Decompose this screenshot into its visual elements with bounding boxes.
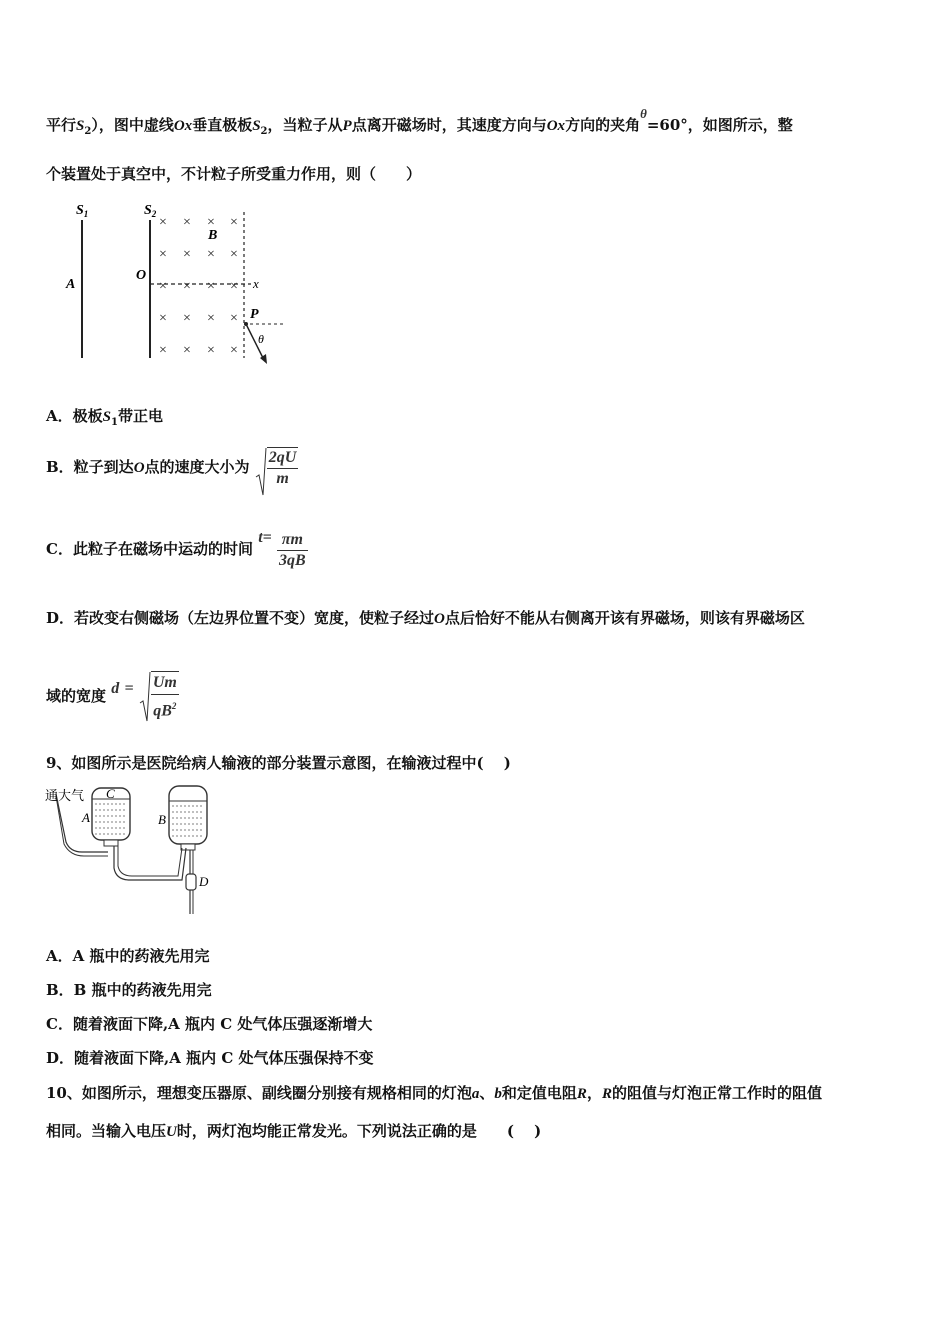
q10-stem-line2: 相同。当输入电压U时，两灯泡均能正常发光。下列说法正确的是 ( ) [46,1122,542,1140]
q8-stem-line2: 个装置处于真空中，不计粒子所受重力作用，则（ ） [46,165,422,183]
cross-mark: × [183,311,191,326]
cross-mark: × [207,311,215,326]
d-sqrt-formula: $\frac{Um}{qB^2}$ [139,671,179,722]
q10-stem-line1: 10、如图所示，理想变压器原、副线圈分别接有规格相同的灯泡a、b和定值电阻R，R的阻值与灯泡正常工作时的阻值 [46,1084,822,1102]
q8-stem-line1: 平行$S_2$），图中虚线Ox垂直极板$S_2$，当粒子从P点离开磁场时，其速度方向与Ox方向的夹角θ=60°，如图所示，整 [46,106,793,137]
cross-mark: × [230,215,238,230]
q8-option-d-line1: D．若改变右侧磁场（左边界位置不变）宽度，使粒子经过O点后恰好不能从右侧离开该有界磁场，则该有界磁场区 [46,609,805,627]
cross-mark: × [159,215,167,230]
cross-mark: × [207,247,215,262]
point-p [244,322,248,326]
q8-option-c: C．此粒子在磁场中运动的时间 t= $\frac{\pi m}{3qB}$ [46,529,306,569]
q9-option-b: B．B 瓶中的药液先用完 [46,981,212,999]
drip-chamber-d [186,874,196,890]
cross-mark: × [183,343,191,358]
label-s1: $S_1$ [76,203,89,219]
label-a: A [82,810,90,825]
label-a: A [66,277,76,292]
cross-mark: × [159,247,167,262]
label-d: D [199,874,209,889]
q9-option-a: A．A 瓶中的药液先用完 [46,947,210,965]
cross-mark: × [207,215,215,230]
cross-mark: × [183,279,191,294]
cross-mark: × [159,279,167,294]
cross-mark: × [230,279,238,294]
q8-field-diagram [46,198,296,368]
q9-infusion-diagram [42,782,212,917]
label-o: O [136,268,147,283]
c-fraction-formula: $\frac{\pi m}{3qB}$ [279,530,306,569]
q8-option-d-line2: 域的宽度 d = $\frac{Um}{qB^2}$ [46,668,179,725]
label-b: B [158,812,166,827]
label-s2: $S_2$ [144,203,157,219]
cross-mark: × [207,279,215,294]
q9-stem: 9、如图所示是医院给病人输液的部分装置示意图，在输液过程中( ) [46,754,511,772]
cross-marks [159,215,238,358]
label-air: 通大气 [45,788,85,803]
q8-option-a: A．极板$S_1$带正电 [46,407,163,428]
cross-mark: × [230,311,238,326]
cross-mark: × [183,215,191,230]
b-sqrt-formula: $\frac{2qU}{m}$ [255,447,299,489]
cross-mark: × [159,343,167,358]
label-p: P [250,307,259,322]
cross-mark: × [207,343,215,358]
q9-option-d: D．随着液面下降,A 瓶内 C 处气体压强保持不变 [46,1049,374,1067]
q8-option-b: B．粒子到达O点的速度大小为 $\frac{2qU}{m}$ [46,442,298,493]
label-b: B [208,228,218,243]
label-x: x [253,276,259,291]
label-theta: θ [258,332,264,346]
label-c: C [106,786,115,801]
cross-mark: × [159,311,167,326]
cross-mark: × [230,247,238,262]
cross-mark: × [183,247,191,262]
cross-mark: × [230,343,238,358]
q9-option-c: C．随着液面下降,A 瓶内 C 处气体压强逐渐增大 [46,1015,373,1033]
theta-symbol: θ [640,106,647,121]
bottle-b [169,786,207,844]
